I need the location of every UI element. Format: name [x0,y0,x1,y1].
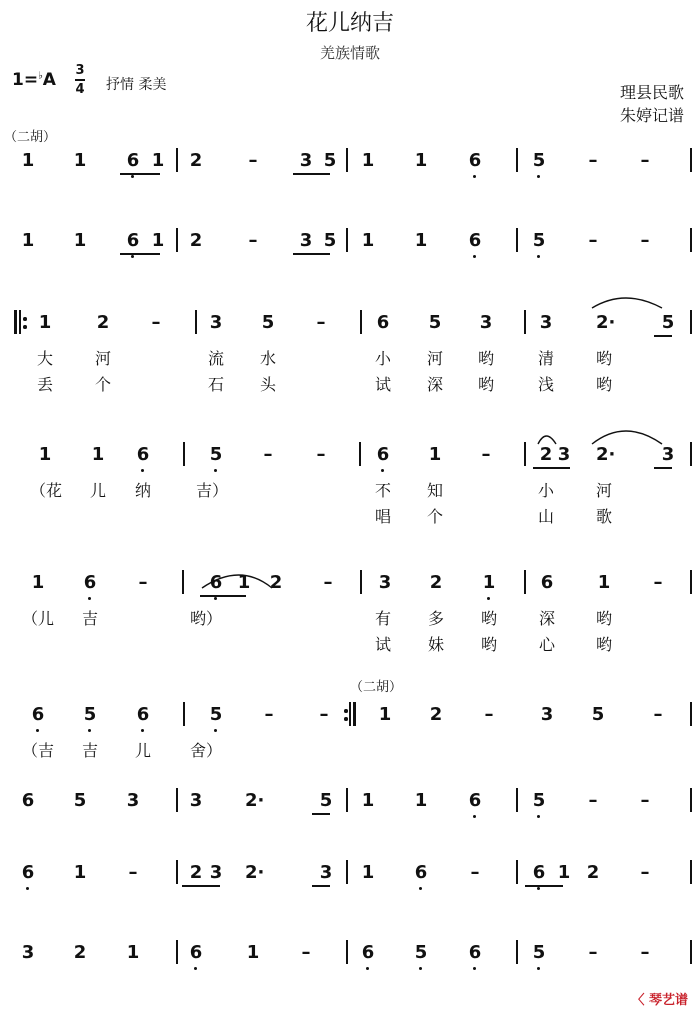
lyric-syllable: 吉 [82,609,99,628]
lyric-syllable: 舍） [190,741,223,760]
lyric-syllable: （吉 [22,741,55,760]
note: 1 [557,862,571,883]
lyric-syllable: 心 [539,635,556,654]
lyric-syllable: 哟） [190,609,223,628]
note: 1 [237,572,251,593]
note: 2· [596,312,616,333]
barline [690,860,692,884]
beam-underline [654,335,672,337]
lyric-syllable: 小 [538,481,555,500]
note: 5 [323,150,337,171]
lyric-syllable: 水 [260,349,277,368]
key-prefix: 1= [12,70,39,90]
note: 3 [539,312,553,333]
lyric-syllable: 深 [427,375,444,394]
note: 1 [91,444,105,465]
note: 3 [479,312,493,333]
lyric-syllable: 个 [427,507,444,526]
barline [176,228,178,252]
note: – [588,150,598,171]
note: 6 [135,444,151,465]
key-note: A [42,70,56,90]
note: 2 [189,150,203,171]
lyric-syllable: 妹 [428,635,445,654]
lyric-syllable: 哟 [596,609,613,628]
note: 1 [481,572,497,593]
lyric-syllable: 歌 [596,507,613,526]
barline [195,310,197,334]
barline [346,940,348,964]
lyric-syllable: 试 [375,635,392,654]
beam-underline [312,813,330,815]
note: 6 [413,862,429,883]
lyric-syllable: 流 [208,349,225,368]
barline [690,940,692,964]
note: 5 [413,942,429,963]
watermark-text: 琴艺谱 [648,993,688,1008]
time-signature [75,64,85,96]
note: 5 [261,312,275,333]
barline [176,940,178,964]
note: 3 [557,444,571,465]
note: – [640,862,650,883]
lyric-syllable: 多 [428,609,445,628]
lyric-syllable: 河 [596,481,613,500]
lyric-syllable: 哟 [478,375,495,394]
note: 1 [361,862,375,883]
lyric-syllable: 头 [260,375,277,394]
lyric-syllable: 唱 [375,507,392,526]
note: 3 [661,444,675,465]
note: 2 [189,230,203,251]
barline [516,940,518,964]
barline [176,788,178,812]
lyric-syllable: 大 [37,349,54,368]
lyric-syllable: 儿 [90,481,107,500]
note: – [248,150,258,171]
lyric-syllable: 哟 [478,349,495,368]
flat-sign: ♭ [38,70,43,82]
note: 2· [245,862,265,883]
note: – [640,942,650,963]
note: – [640,150,650,171]
note: – [128,862,138,883]
lyric-syllable: 吉 [82,741,99,760]
note: 2 [269,572,283,593]
beam-underline [312,885,330,887]
note: 3 [209,862,223,883]
note: 3 [299,150,313,171]
barline [346,148,348,172]
note: 2 [429,572,443,593]
note: 6 [467,230,483,251]
note: 1 [73,230,87,251]
note: 5 [208,704,224,725]
lyric-syllable: 浅 [538,375,555,394]
note: 3 [209,312,223,333]
note: 5 [428,312,442,333]
barline [346,788,348,812]
note: 3 [189,790,203,811]
lyric-syllable: 哟 [481,635,498,654]
beam-underline [293,253,330,255]
note: 3 [21,942,35,963]
note: 1 [151,230,165,251]
note: 5 [82,704,98,725]
note: 6 [21,790,35,811]
note: 6 [376,312,390,333]
note: 6 [125,150,141,171]
note: 6 [360,942,376,963]
watermark-logo: 〈 琴艺谱 [631,993,688,1008]
note: 3 [319,862,333,883]
note: 2 [73,942,87,963]
note: – [138,572,148,593]
note: – [316,444,326,465]
note: – [653,572,663,593]
beam-underline [200,595,246,597]
note: 1 [597,572,611,593]
lyric-syllable: 纳 [135,481,152,500]
note: 1 [361,150,375,171]
key-signature [12,70,56,90]
note: 6 [208,572,224,593]
barline [690,228,692,252]
note: – [319,704,329,725]
note: 5 [531,230,547,251]
note: 6 [531,862,547,883]
song-title: 花儿纳吉 [305,11,394,36]
note: 1 [21,230,35,251]
note: 5 [208,444,224,465]
note: – [588,942,598,963]
note: 1 [414,790,428,811]
lyric-syllable: 儿 [135,741,152,760]
lyric-syllable: 石 [208,375,225,394]
barline [516,860,518,884]
note: 6 [135,704,151,725]
note: 1 [151,150,165,171]
barline [359,442,361,466]
credit-origin: 理县民歌 [619,83,684,102]
note: 5 [591,704,605,725]
note: 1 [21,150,35,171]
note: 1 [428,444,442,465]
note: 1 [31,572,45,593]
note: 6 [20,862,36,883]
note: 6 [467,942,483,963]
lyric-syllable: 知 [427,481,444,500]
note: 1 [73,862,87,883]
note: 6 [125,230,141,251]
note: – [481,444,491,465]
lyric-syllable: 深 [539,609,556,628]
lyric-syllable: 清 [538,349,555,368]
barline [516,148,518,172]
barline [360,310,362,334]
note: 1 [126,942,140,963]
note: – [301,942,311,963]
note: 1 [73,150,87,171]
barline [346,228,348,252]
beam-underline [525,885,563,887]
note: 5 [531,150,547,171]
credit-transcriber: 朱婷记谱 [619,106,684,125]
note: 2 [189,862,203,883]
lyric-syllable: 不 [375,481,392,500]
note: – [588,790,598,811]
note: 3 [299,230,313,251]
barline [183,442,185,466]
note: 1 [246,942,260,963]
repeat-start-sign [14,310,26,334]
note: 6 [30,704,46,725]
barline [516,788,518,812]
lyric-syllable: （花 [30,481,63,500]
note: 6 [82,572,98,593]
note: 1 [38,444,52,465]
note: 1 [414,230,428,251]
note: 1 [361,230,375,251]
lyric-syllable: 哟 [596,375,613,394]
note: 5 [531,790,547,811]
barline [346,860,348,884]
barline [690,310,692,334]
note: 5 [73,790,87,811]
note: 1 [414,150,428,171]
note: – [248,230,258,251]
lyric-syllable: 吉） [196,481,229,500]
note: 6 [467,790,483,811]
barline [176,148,178,172]
note: 2· [245,790,265,811]
note: 5 [323,230,337,251]
note: 1 [361,790,375,811]
lyric-syllable: 河 [427,349,444,368]
note: 3 [378,572,392,593]
note: 2· [596,444,616,465]
barline [182,570,184,594]
note: – [323,572,333,593]
note: – [151,312,161,333]
song-subtitle: 羌族情歌 [319,44,380,62]
note: 6 [540,572,554,593]
barline [524,570,526,594]
tempo-marking: 抒情 柔美 [106,77,167,93]
note: 6 [467,150,483,171]
note: – [484,704,494,725]
lyric-syllable: 丢 [37,375,54,394]
note: 6 [375,444,391,465]
time-sig-bottom: 4 [75,81,85,97]
note: – [316,312,326,333]
note: 3 [126,790,140,811]
note: – [653,704,663,725]
barline [690,570,692,594]
beam-underline [654,467,672,469]
instrument-label: （二胡） [4,130,57,145]
note: – [263,444,273,465]
lyric-syllable: 个 [95,375,112,394]
barline [690,788,692,812]
beam-underline [120,173,160,175]
note: 5 [661,312,675,333]
barline [516,228,518,252]
lyric-syllable: 试 [375,375,392,394]
note: 2 [96,312,110,333]
note: 2 [586,862,600,883]
barline [690,148,692,172]
note: 1 [38,312,52,333]
lyric-syllable: 有 [375,609,392,628]
instrument-label-2: （二胡） [350,680,403,695]
barline [183,702,185,726]
lyric-syllable: 哟 [596,349,613,368]
lyric-syllable: 哟 [596,635,613,654]
note: 5 [319,790,333,811]
note: – [588,230,598,251]
barline [524,442,526,466]
note: 2 [539,444,553,465]
beam-underline [293,173,330,175]
time-sig-top: 3 [75,63,85,78]
barline [690,702,692,726]
barline [176,860,178,884]
beam-underline [182,885,220,887]
note: 5 [531,942,547,963]
beam-underline [120,253,160,255]
barline [690,442,692,466]
lyric-syllable: （儿 [22,609,55,628]
beam-underline [533,467,570,469]
note: – [640,230,650,251]
repeat-end-sign [344,702,356,726]
barline [524,310,526,334]
note: 3 [540,704,554,725]
lyric-syllable: 河 [95,349,112,368]
lyric-syllable: 小 [375,349,392,368]
note: – [640,790,650,811]
note: 2 [429,704,443,725]
note: – [470,862,480,883]
lyric-syllable: 哟 [481,609,498,628]
note: – [264,704,274,725]
note: 6 [188,942,204,963]
barline [360,570,362,594]
lyric-syllable: 山 [538,507,555,526]
note: 1 [378,704,392,725]
